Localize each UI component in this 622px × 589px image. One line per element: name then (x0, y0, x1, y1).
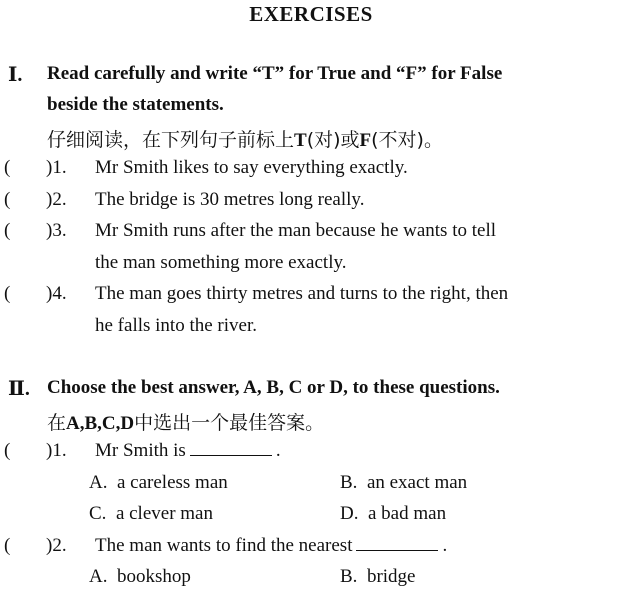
option-text: a bad man (367, 503, 447, 524)
option-2-1-a[interactable] (89, 472, 228, 494)
option-label: D. (340, 503, 359, 524)
question-number-2-2: )2. (46, 535, 67, 556)
section-2-number: Ⅱ. (8, 378, 30, 400)
option-text: an exact man (366, 472, 468, 493)
option-label: B. (340, 566, 358, 587)
option-label: C. (89, 503, 107, 524)
answer-blank-2-1[interactable] (190, 441, 272, 456)
cn2-text-post: 中选出一个最佳答案。 (134, 412, 325, 434)
cn-text-mid: (对)或 (306, 129, 360, 151)
cn-text-pre: 仔细阅读，在下列句子前标上 (47, 129, 295, 151)
question-2-2-stem (95, 535, 447, 557)
option-label: A. (89, 472, 108, 493)
section-1-number: Ⅰ. (8, 64, 23, 86)
page-title: EXERCISES (249, 2, 373, 26)
question-number-1-3: )3. (46, 220, 67, 241)
answer-paren-1-2[interactable]: ( (4, 189, 11, 210)
option-2-1-d[interactable] (340, 503, 446, 525)
answer-paren-1-1[interactable]: ( (4, 157, 11, 178)
question-2-1-end: . (275, 440, 281, 461)
option-2-1-c[interactable] (89, 503, 213, 525)
answer-paren-2-1[interactable]: ( (4, 440, 11, 461)
option-2-2-a[interactable] (89, 566, 191, 588)
question-2-2-stem-text: The man wants to find the nearest (95, 535, 353, 556)
section-1-instruction-line-2: beside the statements. (47, 94, 224, 115)
statement-1-line-1: Mr Smith likes to say everything exactly. (95, 157, 408, 178)
question-number-1-2: )2. (46, 189, 67, 210)
section-1-chinese-instruction (47, 125, 443, 152)
option-label: A. (89, 566, 108, 587)
option-2-2-b[interactable] (340, 566, 415, 588)
cn-letter-t: T (294, 130, 307, 151)
answer-blank-2-2[interactable] (356, 536, 438, 551)
statement-4-line-1: The man goes thirty metres and turns to the right, then (95, 283, 509, 304)
question-number-2-1: )1. (46, 440, 67, 461)
question-number-1-1: )1. (46, 157, 67, 178)
question-2-1-stem-text: Mr Smith is (95, 440, 186, 461)
cn-letter-f: F (359, 130, 372, 151)
option-text: a careless man (116, 472, 228, 493)
question-2-2-end: . (442, 535, 448, 556)
cn-text-post: (不对)。 (371, 129, 443, 151)
question-number-1-4: )4. (46, 283, 67, 304)
statement-3-line-2: the man something more exactly. (95, 252, 347, 273)
statement-2-line-1: The bridge is 30 metres long really. (95, 189, 365, 210)
section-2-instruction: Choose the best answer, A, B, C or D, to these questions. (47, 377, 500, 398)
option-text: a clever man (115, 503, 213, 524)
option-label: B. (340, 472, 358, 493)
section-2-chinese-instruction (47, 408, 324, 435)
answer-paren-1-3[interactable]: ( (4, 220, 11, 241)
option-text: bookshop (116, 566, 191, 587)
option-2-1-b[interactable] (340, 472, 467, 494)
cn2-letters: A,B,C,D (66, 413, 135, 434)
option-text: bridge (366, 566, 416, 587)
statement-3-line-1: Mr Smith runs after the man because he wants to tell (95, 220, 497, 241)
cn2-text-pre: 在 (47, 412, 67, 434)
answer-paren-2-2[interactable]: ( (4, 535, 11, 556)
statement-4-line-2: he falls into the river. (95, 315, 257, 336)
section-1-instruction-line-1: Read carefully and write “T” for True and “F” for False (47, 63, 503, 84)
answer-paren-1-4[interactable]: ( (4, 283, 11, 304)
question-2-1-stem (95, 440, 281, 462)
